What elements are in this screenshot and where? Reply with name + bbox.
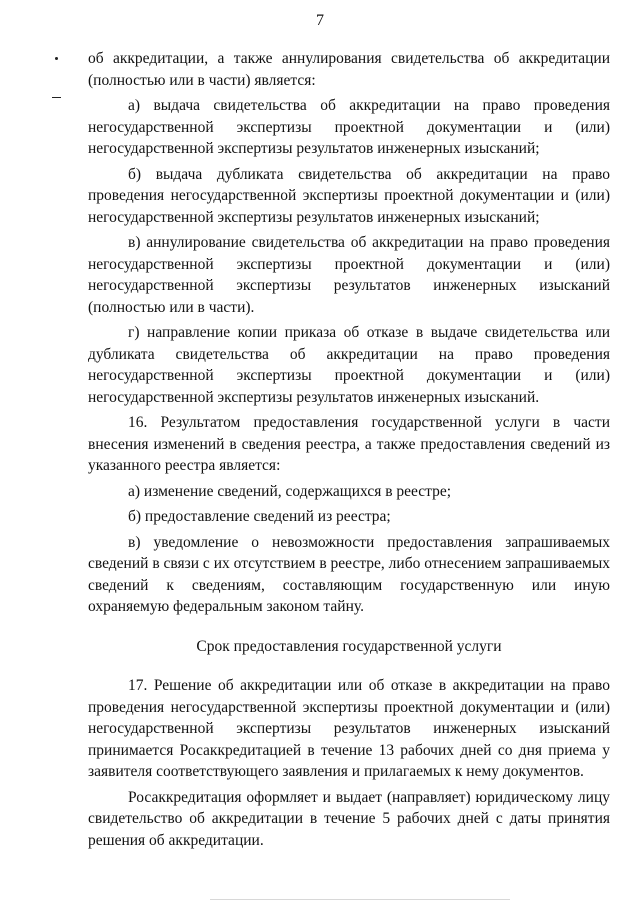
margin-dash-mark [52,97,61,98]
document-body [88,48,610,851]
paragraph-17: 17. Решение об аккредитации или об отказе в аккредитации на право проведения негосударственной экспертизы проектной документации и (или) негосударственной экспертизы результатов инженерных изысканий принимается Росаккредитацией в течение 13 рабочих дней со дня приема у заявителя соответствующего заявления и прилагаемых к нему документов. [88,677,610,780]
margin-dot-mark [55,57,58,60]
paragraph-16-item-b: б) предоставление сведений из реестра; [128,508,391,525]
paragraph-item-b: б) выдача дубликата свидетельства об аккредитации на право проведения негосударственной экспертизы проектной документации и (или) негосударственной экспертизы результатов инженерных изысканий; [88,165,610,226]
paragraph-item-g: г) направление копии приказа об отказе в выдаче свидетельства или дубликата свидетельства об аккредитации на право проведения негосударственной экспертизы проектной документации и (или) негосударственной экспертизы результатов инженерных изысканий. [88,324,610,406]
paragraph-17-continuation: Росаккредитация оформляет и выдает (направляет) юридическому лицу свидетельство об аккредитации в течение 5 рабочих дней с даты принятия решения об аккредитации. [88,788,610,849]
paragraph-16-item-v: в) уведомление о невозможности предоставления запрашиваемых сведений в связи с их отсутствием в реестре, либо отнесением запрашиваемых сведений к сведениям, составляющим государственную или иную охраняемую федеральным законом тайну. [88,533,610,615]
paragraph-16: 16. Результатом предоставления государственной услуги в части внесения изменений в сведения реестра, а также предоставления сведений из указанного реестра является: [88,414,610,474]
page-number: 7 [316,12,324,29]
section-heading: Срок предоставления государственной услуги [196,637,502,655]
paragraph-item-a: а) выдача свидетельства об аккредитации на право проведения негосударственной экспертизы проектной документации и (или) негосударственной экспертизы результатов инженерных изысканий; [88,97,610,157]
scan-bottom-edge [210,899,510,900]
paragraph-16-item-a: а) изменение сведений, содержащихся в реестре; [128,482,452,500]
paragraph-item-v: в) аннулирование свидетельства об аккредитации на право проведения негосударственной экспертизы проектной документации и (или) негосударственной экспертизы результатов инженерных изысканий (полностью или в части). [88,234,610,316]
paragraph-intro: об аккредитации, а также аннулирования свидетельства об аккредитации (полностью или в части) является: [88,50,610,89]
